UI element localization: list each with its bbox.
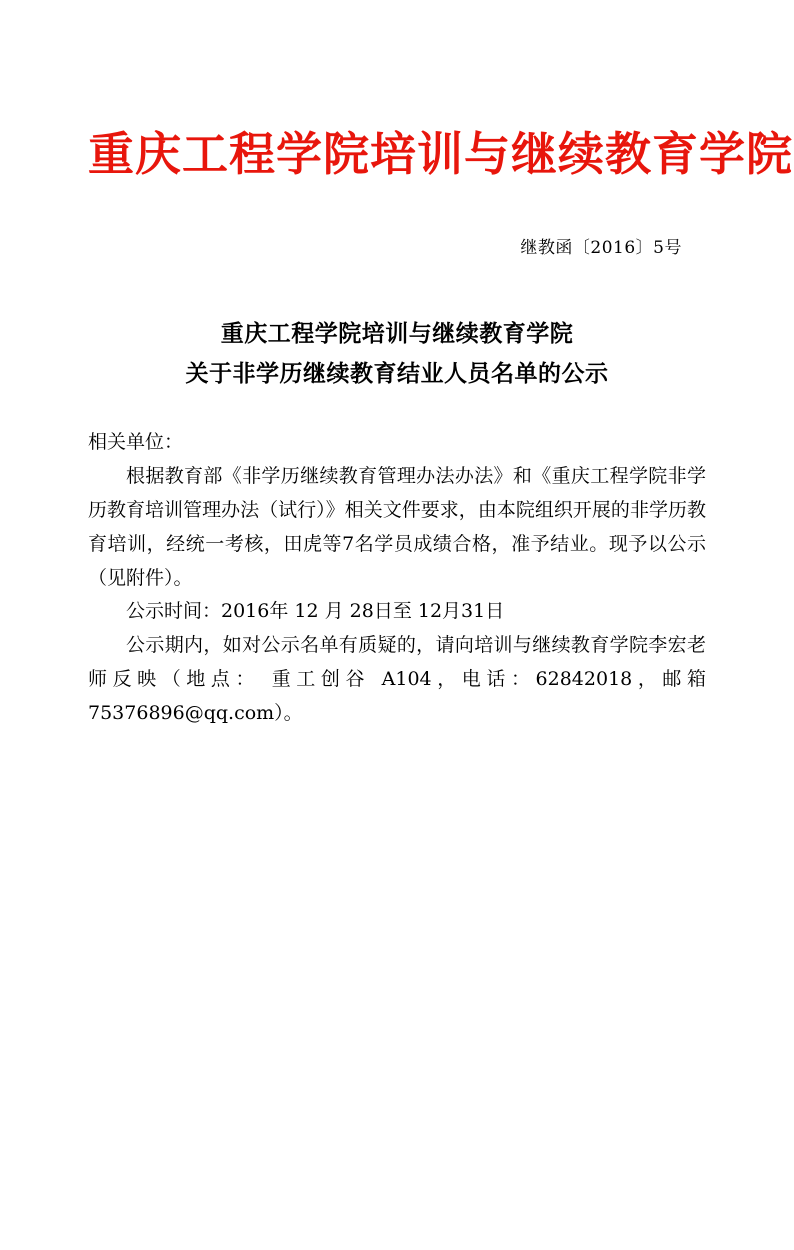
masthead [88,127,793,181]
document-page [0,128,794,1250]
document-title-line-1: 重庆工程学院培训与继续教育学院 [220,319,574,347]
document-body [88,426,706,730]
body-paragraph-2: 公示时间：2016年 12 月 28日至 12月31日 [126,600,505,623]
document-number: 继教函〔2016〕5号 [520,237,682,258]
body-paragraph-1: 根据教育部《非学历继续教育管理办法办法》和《重庆工程学院非学历教育培训管理办法（试行）》相关文件要求，由本院组织开展的非学历教育培训，经统一考核，田虎等7名学员成绩合格，准予结业。现予以公示（见附件）。 [88,465,706,589]
body-paragraph-3: 公示期内，如对公示名单有质疑的，请向培训与继续教育学院李宏老师反映（地点： 重工创谷 A104，电话：62842018，邮箱75376896@qq.com）。 [88,634,706,724]
document-title-line-2: 关于非学历继续教育结业人员名单的公示 [185,360,609,388]
document-title [88,314,706,395]
document-number-row [88,233,706,258]
masthead-title: 重庆工程学院培训与继续教育学院 [88,127,793,181]
salutation: 相关单位： [88,431,184,454]
